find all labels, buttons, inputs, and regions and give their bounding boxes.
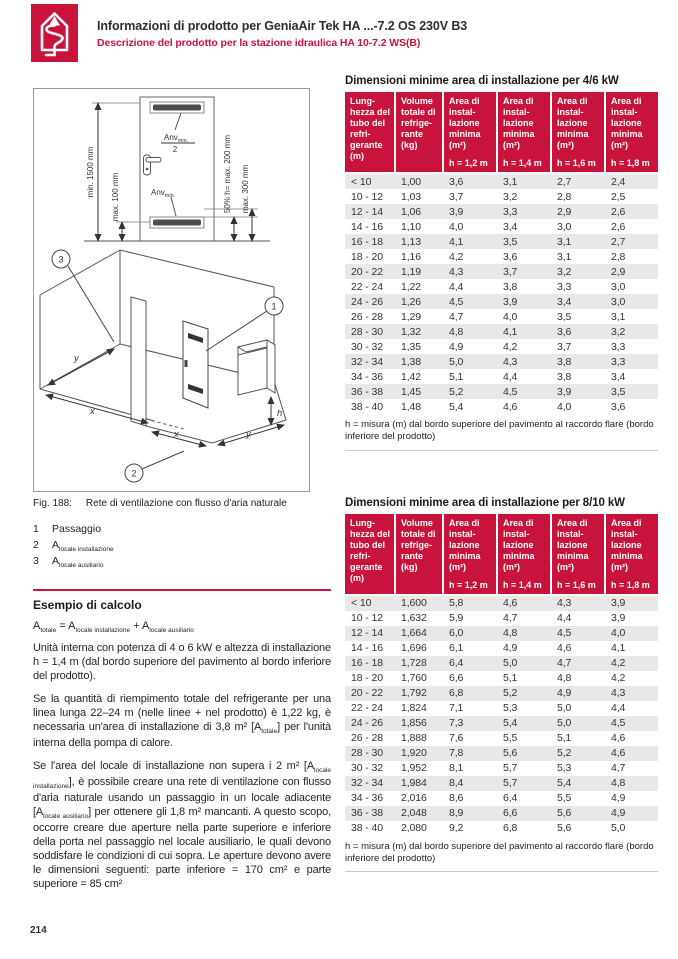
legend-num: 2	[33, 539, 39, 551]
table-row	[345, 776, 658, 791]
table-cell: 3,2	[605, 324, 658, 339]
table-cell: 5,3	[557, 762, 572, 775]
table-cell: 1,45	[395, 384, 443, 399]
table-cell: 1,22	[401, 280, 422, 293]
table-cell: 4,8	[443, 324, 497, 339]
example-paragraph: Se l'area del locale di installazione non supera i 2 m² $[A_{locale installazione}]$, è possibile creare una rete di ventilazione con flusso d'aria naturale usando un passaggio in un locale adiacente $[A_{locale ausiliario}]$ per ottenere gli 1,8 m² mancanti. A questo scopo, occorre creare due aperture nella parte superiore e inferiore della porta nel passaggio nel locale ausiliario, le quali devono soddisfare le condizioni di cui sopra. Le aperture devono avere le dimensioni seguenti: parte inferiore = 170 cm² e parte superiore = 85 cm²	[33, 760, 331, 890]
table-cell: 3,7	[497, 264, 551, 279]
table-cell: 22 - 24	[351, 280, 383, 293]
table-cell: 4,3	[551, 595, 605, 611]
table-cell: 3,5	[605, 384, 658, 399]
table-cell: 1,48	[401, 400, 422, 413]
table-cell: 4,2	[611, 672, 626, 685]
table-cell: 4,6	[611, 732, 626, 745]
table-cell: 1,00	[395, 173, 443, 189]
table-cell: 5,0	[497, 656, 551, 671]
table-cell: 20 - 22	[345, 686, 395, 701]
table-cell: 10 - 12	[351, 190, 383, 203]
page-title: Informazioni di prodotto per GeniaAir Tek HA ...-7.2 OS 230V B3	[97, 19, 468, 33]
table-cell: 5,7	[503, 762, 518, 775]
table-cell: 1,600	[395, 595, 443, 611]
table-cell: 1,792	[395, 686, 443, 701]
top-vent	[153, 105, 201, 111]
table-cell: 6,6	[449, 672, 464, 685]
table-cell: 4,7	[449, 310, 464, 323]
table-row	[345, 279, 658, 294]
table-row	[345, 234, 658, 249]
legend-label: $A_{locale ausiliario}$	[52, 555, 104, 569]
table-cell: 2,8	[611, 250, 626, 263]
table-cell: 3,3	[611, 340, 626, 353]
label-x-right: x	[174, 429, 179, 440]
table-cell: 28 - 30	[345, 324, 395, 339]
table-cell: 3,9	[551, 384, 605, 399]
table-cell: 30 - 32	[351, 762, 383, 775]
example-heading: Esempio di calcolo	[33, 598, 142, 612]
column-header: Lung-hezza del tubo del refri-gerante (m)	[345, 514, 395, 595]
table-cell: 1,984	[395, 776, 443, 791]
table-cell: 2,7	[551, 173, 605, 189]
table-cell: 2,8	[557, 190, 572, 203]
column-header: Area di instal-lazione minima (m²) h = 1,4 m	[497, 92, 551, 173]
table-cell: 4,4	[503, 370, 518, 383]
table-cell: 7,8	[443, 746, 497, 761]
table-cell: 5,2	[443, 384, 497, 399]
table-cell: 1,664	[395, 626, 443, 641]
legend-item	[33, 523, 331, 535]
table-cell: 4,7	[551, 656, 605, 671]
table-cell: 5,0	[611, 822, 626, 835]
table-cell: 6,8	[443, 686, 497, 701]
table-cell: 5,3	[503, 702, 518, 715]
table-cell: 2,9	[605, 264, 658, 279]
legend-num: 1	[33, 523, 39, 535]
table-cell: 38 - 40	[351, 400, 383, 413]
table-cell: 9,2	[449, 822, 464, 835]
right-column	[345, 75, 658, 872]
table-cell: 4,5	[497, 384, 551, 399]
table-cell: 4,5	[551, 626, 605, 641]
table-row	[345, 219, 658, 234]
table-cell: 3,9	[605, 595, 658, 611]
table-cell: 4,0	[605, 626, 658, 641]
table-row	[345, 626, 658, 641]
table-cell: 1,29	[401, 310, 422, 323]
table-cell: 5,0	[443, 354, 497, 369]
table-cell: 10 - 12	[351, 612, 383, 625]
label-x-left: x	[90, 406, 95, 417]
brand-logo	[31, 4, 78, 62]
table-cell: 3,8	[503, 280, 518, 293]
table-footnote: h = misura (m) dal bordo superiore del pavimento al raccordo flare (bordo inferiore del prodotto)	[345, 841, 658, 873]
table-cell: 4,6	[503, 400, 518, 413]
table-cell: 1,42	[401, 370, 422, 383]
table-cell: 5,2	[551, 746, 605, 761]
section-divider	[33, 589, 331, 591]
table-cell: 5,6	[551, 806, 605, 821]
table-cell: 1,13	[395, 234, 443, 249]
table-cell: 7,1	[449, 702, 464, 715]
column-header: Area di instal-lazione minima (m²) h = 1,2 m	[443, 514, 497, 595]
table-cell: 34 - 36	[351, 792, 383, 805]
table-cell: 4,1	[611, 642, 626, 655]
table-title: Dimensioni minime area di installazione per 8/10 kW	[345, 496, 625, 509]
table-cell: 4,5	[443, 294, 497, 309]
hydraulic-unit	[238, 340, 275, 395]
table-cell: 1,920	[395, 746, 443, 761]
table-cell: 4,3	[605, 686, 658, 701]
table-cell: 18 - 20	[351, 672, 383, 685]
table-cell: 1,696	[401, 642, 427, 655]
table-cell: 3,8	[557, 370, 572, 383]
column-header: Area di instal-lazione minima (m²) h = 1,2 m	[443, 92, 497, 173]
table-cell: 2,048	[395, 806, 443, 821]
table-cell: 3,9	[443, 204, 497, 219]
page-subtitle: Descrizione del prodotto per la stazione idraulica HA 10-7.2 WS(B)	[97, 37, 421, 49]
column-header: Area di instal-lazione minima (m²) h = 1,8 m	[605, 514, 658, 595]
table-cell: 4,3	[497, 354, 551, 369]
table-cell: 32 - 34	[345, 354, 395, 369]
table-cell: 4,9	[605, 806, 658, 821]
table-cell: 4,4	[611, 702, 626, 715]
table-row	[345, 339, 658, 354]
table-cell: 1,26	[395, 294, 443, 309]
table-cell: 8,9	[443, 806, 497, 821]
table-cell: 4,9	[449, 340, 464, 353]
table-row	[345, 384, 658, 399]
figure-legend	[33, 523, 331, 567]
label-h: h	[277, 408, 283, 419]
table-cell: 3,1	[557, 250, 572, 263]
anv-bottom-label: Anv$_{min.}$	[151, 188, 176, 199]
table-cell: 1,16	[401, 250, 422, 263]
table-cell: 1,35	[401, 340, 422, 353]
door-outline	[140, 97, 214, 241]
table-row	[345, 746, 658, 761]
table-row	[345, 204, 658, 219]
table-row	[345, 806, 658, 821]
table-row	[345, 399, 658, 414]
figure-188	[33, 88, 310, 492]
header-row	[345, 514, 658, 595]
table-cell: 3,9	[611, 612, 626, 625]
example-paragraph: Se la quantità di riempimento totale del refrigerante per una linea lunga 22–24 m (nelle linee + nel prodotto) è 1,22 kg, è necessaria un'area di installazione di 3,8 m² $[A_{totale}]$ per l'unità interna della pompa di calore.	[33, 693, 331, 749]
table-cell: 4,0	[449, 220, 464, 233]
table-cell: 36 - 38	[345, 806, 395, 821]
table-row	[345, 249, 658, 264]
dim-max-100: max. 100 mm	[111, 172, 120, 222]
table-cell: 3,0	[557, 220, 572, 233]
table-cell: 26 - 28	[351, 310, 383, 323]
table-cell: 7,3	[443, 716, 497, 731]
table-cell: 3,1	[497, 173, 551, 189]
table-cell: 5,0	[557, 702, 572, 715]
table-cell: 4,2	[605, 656, 658, 671]
anv-top-denominator: 2	[172, 145, 178, 154]
table-cell: < 10	[345, 173, 395, 189]
table-cell: 4,5	[605, 716, 658, 731]
table-cell: 22 - 24	[351, 702, 383, 715]
table-cell: 1,760	[401, 672, 427, 685]
table-cell: 3,4	[503, 220, 518, 233]
legend-label: $A_{locale installazione}$	[52, 539, 114, 553]
table-cell: 4,8	[557, 672, 572, 685]
table-cell: 1,19	[395, 264, 443, 279]
table-cell: 5,9	[449, 612, 464, 625]
table-cell: 4,6	[557, 642, 572, 655]
table-cell: 5,1	[503, 672, 518, 685]
column-header: Volume totale di refrige-rante (kg)	[395, 92, 443, 173]
table-cell: 4,7	[611, 762, 626, 775]
table-cell: 28 - 30	[345, 746, 395, 761]
table-row	[345, 324, 658, 339]
legend-label: Passaggio	[52, 523, 102, 535]
table-cell: 3,3	[497, 204, 551, 219]
table-cell: 3,0	[611, 280, 626, 293]
table-cell: 1,888	[401, 732, 427, 745]
table-cell: 4,9	[551, 686, 605, 701]
table-cell: 1,32	[395, 324, 443, 339]
table-cell: 3,3	[557, 280, 572, 293]
anv-top-label: Anv$_{min.}$	[164, 133, 189, 144]
table-row	[345, 791, 658, 806]
table-cell: 2,7	[605, 234, 658, 249]
table-cell: 2,080	[401, 822, 427, 835]
table-row	[345, 686, 658, 701]
table-cell: 5,4	[449, 400, 464, 413]
table-cell: 5,0	[551, 716, 605, 731]
table-cell: 1,824	[401, 702, 427, 715]
table-cell: 6,8	[503, 822, 518, 835]
dim-min-1500: min. 1500 mm	[86, 146, 95, 198]
table-cell: 4,7	[503, 612, 518, 625]
table-cell: 5,4	[497, 716, 551, 731]
figure-caption	[33, 498, 331, 509]
table-cell: 16 - 18	[345, 656, 395, 671]
table-cell: 38 - 40	[351, 822, 383, 835]
table-cell: 7,6	[449, 732, 464, 745]
table-cell: 5,7	[497, 776, 551, 791]
table-cell: 16 - 18	[345, 234, 395, 249]
table-block-8-10kw	[345, 497, 658, 873]
table-row	[345, 656, 658, 671]
table-cell: 3,9	[497, 294, 551, 309]
table-cell: 1,856	[395, 716, 443, 731]
table-cell: 3,1	[611, 310, 626, 323]
table-cell: 5,6	[497, 746, 551, 761]
min-area-table-8-10kw	[345, 514, 658, 836]
table-cell: 3,2	[503, 190, 518, 203]
left-column	[33, 88, 331, 891]
table-cell: 2,6	[611, 220, 626, 233]
legend-item	[33, 555, 331, 567]
table-cell: 3,5	[557, 310, 572, 323]
table-cell: 6,4	[503, 792, 518, 805]
table-cell: 5,5	[557, 792, 572, 805]
table-row	[345, 611, 658, 626]
column-header: Area di instal-lazione minima (m²) h = 1,6 m	[551, 514, 605, 595]
table-row	[345, 309, 658, 324]
table-cell: 20 - 22	[345, 264, 395, 279]
table-cell: 3,3	[605, 354, 658, 369]
table-cell: 4,2	[449, 250, 464, 263]
legend-item	[33, 539, 331, 551]
table-row	[345, 369, 658, 384]
house-arrow-icon	[31, 4, 78, 62]
column-header: Area di instal-lazione minima (m²) h = 1,8 m	[605, 92, 658, 173]
table-cell: 5,6	[557, 822, 572, 835]
table-row	[345, 595, 658, 611]
min-area-table-4-6kw	[345, 92, 658, 414]
table-cell: 3,4	[611, 370, 626, 383]
table-cell: 30 - 32	[351, 340, 383, 353]
table-row	[345, 701, 658, 716]
table-cell: 4,3	[443, 264, 497, 279]
table-cell: 6,0	[443, 626, 497, 641]
table-cell: 2,9	[551, 204, 605, 219]
legend-num: 3	[33, 555, 39, 567]
table-cell: 1,952	[401, 762, 427, 775]
table-cell: 5,5	[503, 732, 518, 745]
table-cell: 2,016	[401, 792, 427, 805]
dim-max-300: max. 300 mm	[241, 164, 250, 214]
callout-2: 2	[131, 468, 137, 479]
table-cell: 1,10	[401, 220, 422, 233]
table-cell: 14 - 16	[351, 220, 383, 233]
table-cell: 4,2	[503, 340, 518, 353]
table-row	[345, 671, 658, 686]
table-cell: 1,632	[401, 612, 427, 625]
figure-caption-text: Rete di ventilazione con flusso d'aria naturale	[85, 498, 287, 509]
table-row	[345, 641, 658, 656]
table-cell: 12 - 14	[345, 204, 395, 219]
table-cell: 3,6	[551, 324, 605, 339]
bottom-vent	[153, 220, 201, 226]
table-block-4-6kw	[345, 75, 658, 451]
table-cell: 4,1	[497, 324, 551, 339]
table-cell: 3,5	[497, 234, 551, 249]
table-row	[345, 354, 658, 369]
table-footnote: h = misura (m) dal bordo superiore del pavimento al raccordo flare (bordo inferiore del prodotto)	[345, 419, 658, 451]
table-cell: 2,4	[605, 173, 658, 189]
table-cell: 8,6	[449, 792, 464, 805]
table-cell: 26 - 28	[351, 732, 383, 745]
table-cell: 12 - 14	[345, 626, 395, 641]
table-cell: 4,8	[497, 626, 551, 641]
table-cell: 4,6	[605, 746, 658, 761]
table-cell: 32 - 34	[345, 776, 395, 791]
column-header: Lung-hezza del tubo del refri-gerante (m)	[345, 92, 395, 173]
table-cell: 5,4	[551, 776, 605, 791]
table-row	[345, 173, 658, 189]
table-cell: 3,6	[443, 173, 497, 189]
table-cell: 3,0	[605, 294, 658, 309]
table-cell: 24 - 26	[345, 294, 395, 309]
table-cell: 4,4	[449, 280, 464, 293]
table-cell: 18 - 20	[351, 250, 383, 263]
table-cell: 8,1	[449, 762, 464, 775]
table-cell: 8,4	[443, 776, 497, 791]
table-cell: 4,6	[497, 595, 551, 611]
ventilation-diagram	[34, 89, 309, 491]
table-row	[345, 716, 658, 731]
table-row	[345, 821, 658, 836]
area-formula: $A_{totale} = A_{locale installazione} + A_{locale ausiliario}$	[33, 620, 194, 634]
table-cell: 6,1	[449, 642, 464, 655]
table-cell: 3,7	[557, 340, 572, 353]
table-cell: 5,8	[443, 595, 497, 611]
label-y-left: y	[74, 353, 79, 364]
callout-3: 3	[58, 254, 64, 265]
table-cell: 5,1	[557, 732, 572, 745]
table-cell: < 10	[345, 595, 395, 611]
figure-caption-label: Fig. 188:	[33, 498, 72, 509]
table-cell: 1,38	[395, 354, 443, 369]
page-number: 214	[30, 925, 47, 936]
table-row	[345, 189, 658, 204]
table-row	[345, 264, 658, 279]
table-cell: 5,1	[449, 370, 464, 383]
column-header: Area di instal-lazione minima (m²) h = 1,4 m	[497, 514, 551, 595]
table-cell: 36 - 38	[345, 384, 395, 399]
table-cell: 1,728	[395, 656, 443, 671]
table-cell: 14 - 16	[351, 642, 383, 655]
table-row	[345, 731, 658, 746]
table-cell: 4,9	[503, 642, 518, 655]
table-cell: 1,06	[395, 204, 443, 219]
table-cell: 6,6	[497, 806, 551, 821]
table-cell: 3,8	[551, 354, 605, 369]
table-cell: 4,8	[605, 776, 658, 791]
table-cell: 4,0	[503, 310, 518, 323]
callout-1: 1	[271, 301, 277, 312]
table-cell: 3,2	[551, 264, 605, 279]
table-title: Dimensioni minime area di installazione per 4/6 kW	[345, 75, 619, 87]
column-header: Volume totale di refrige-rante (kg)	[395, 514, 443, 595]
table-cell: 4,0	[557, 400, 572, 413]
table-row	[345, 761, 658, 776]
column-header: Area di instal-lazione minima (m²) h = 1,6 m	[551, 92, 605, 173]
label-y-right: y	[246, 429, 251, 440]
table-row	[345, 294, 658, 309]
table-cell: 4,4	[557, 612, 572, 625]
table-cell: 2,5	[611, 190, 626, 203]
table-cell: 2,6	[605, 204, 658, 219]
table-cell: 4,9	[611, 792, 626, 805]
table-cell: 5,2	[497, 686, 551, 701]
table-cell: 1,03	[401, 190, 422, 203]
dim-50pct-200: 50% h= max. 200 mm	[223, 134, 232, 214]
table-cell: 3,7	[449, 190, 464, 203]
header-row	[345, 92, 658, 173]
table-cell: 3,4	[551, 294, 605, 309]
table-cell: 34 - 36	[351, 370, 383, 383]
page-header	[97, 19, 467, 49]
table-cell: 3,6	[503, 250, 518, 263]
table-cell: 24 - 26	[345, 716, 395, 731]
table-cell: 6,4	[443, 656, 497, 671]
example-paragraph: Unità interna con potenza di 4 o 6 kW e altezza di installazione h = 1,4 m (dal bordo superiore del pavimento al bordo inferiore del prodotto).	[33, 642, 331, 682]
table-cell: 4,1	[443, 234, 497, 249]
table-cell: 3,6	[611, 400, 626, 413]
table-cell: 3,1	[551, 234, 605, 249]
